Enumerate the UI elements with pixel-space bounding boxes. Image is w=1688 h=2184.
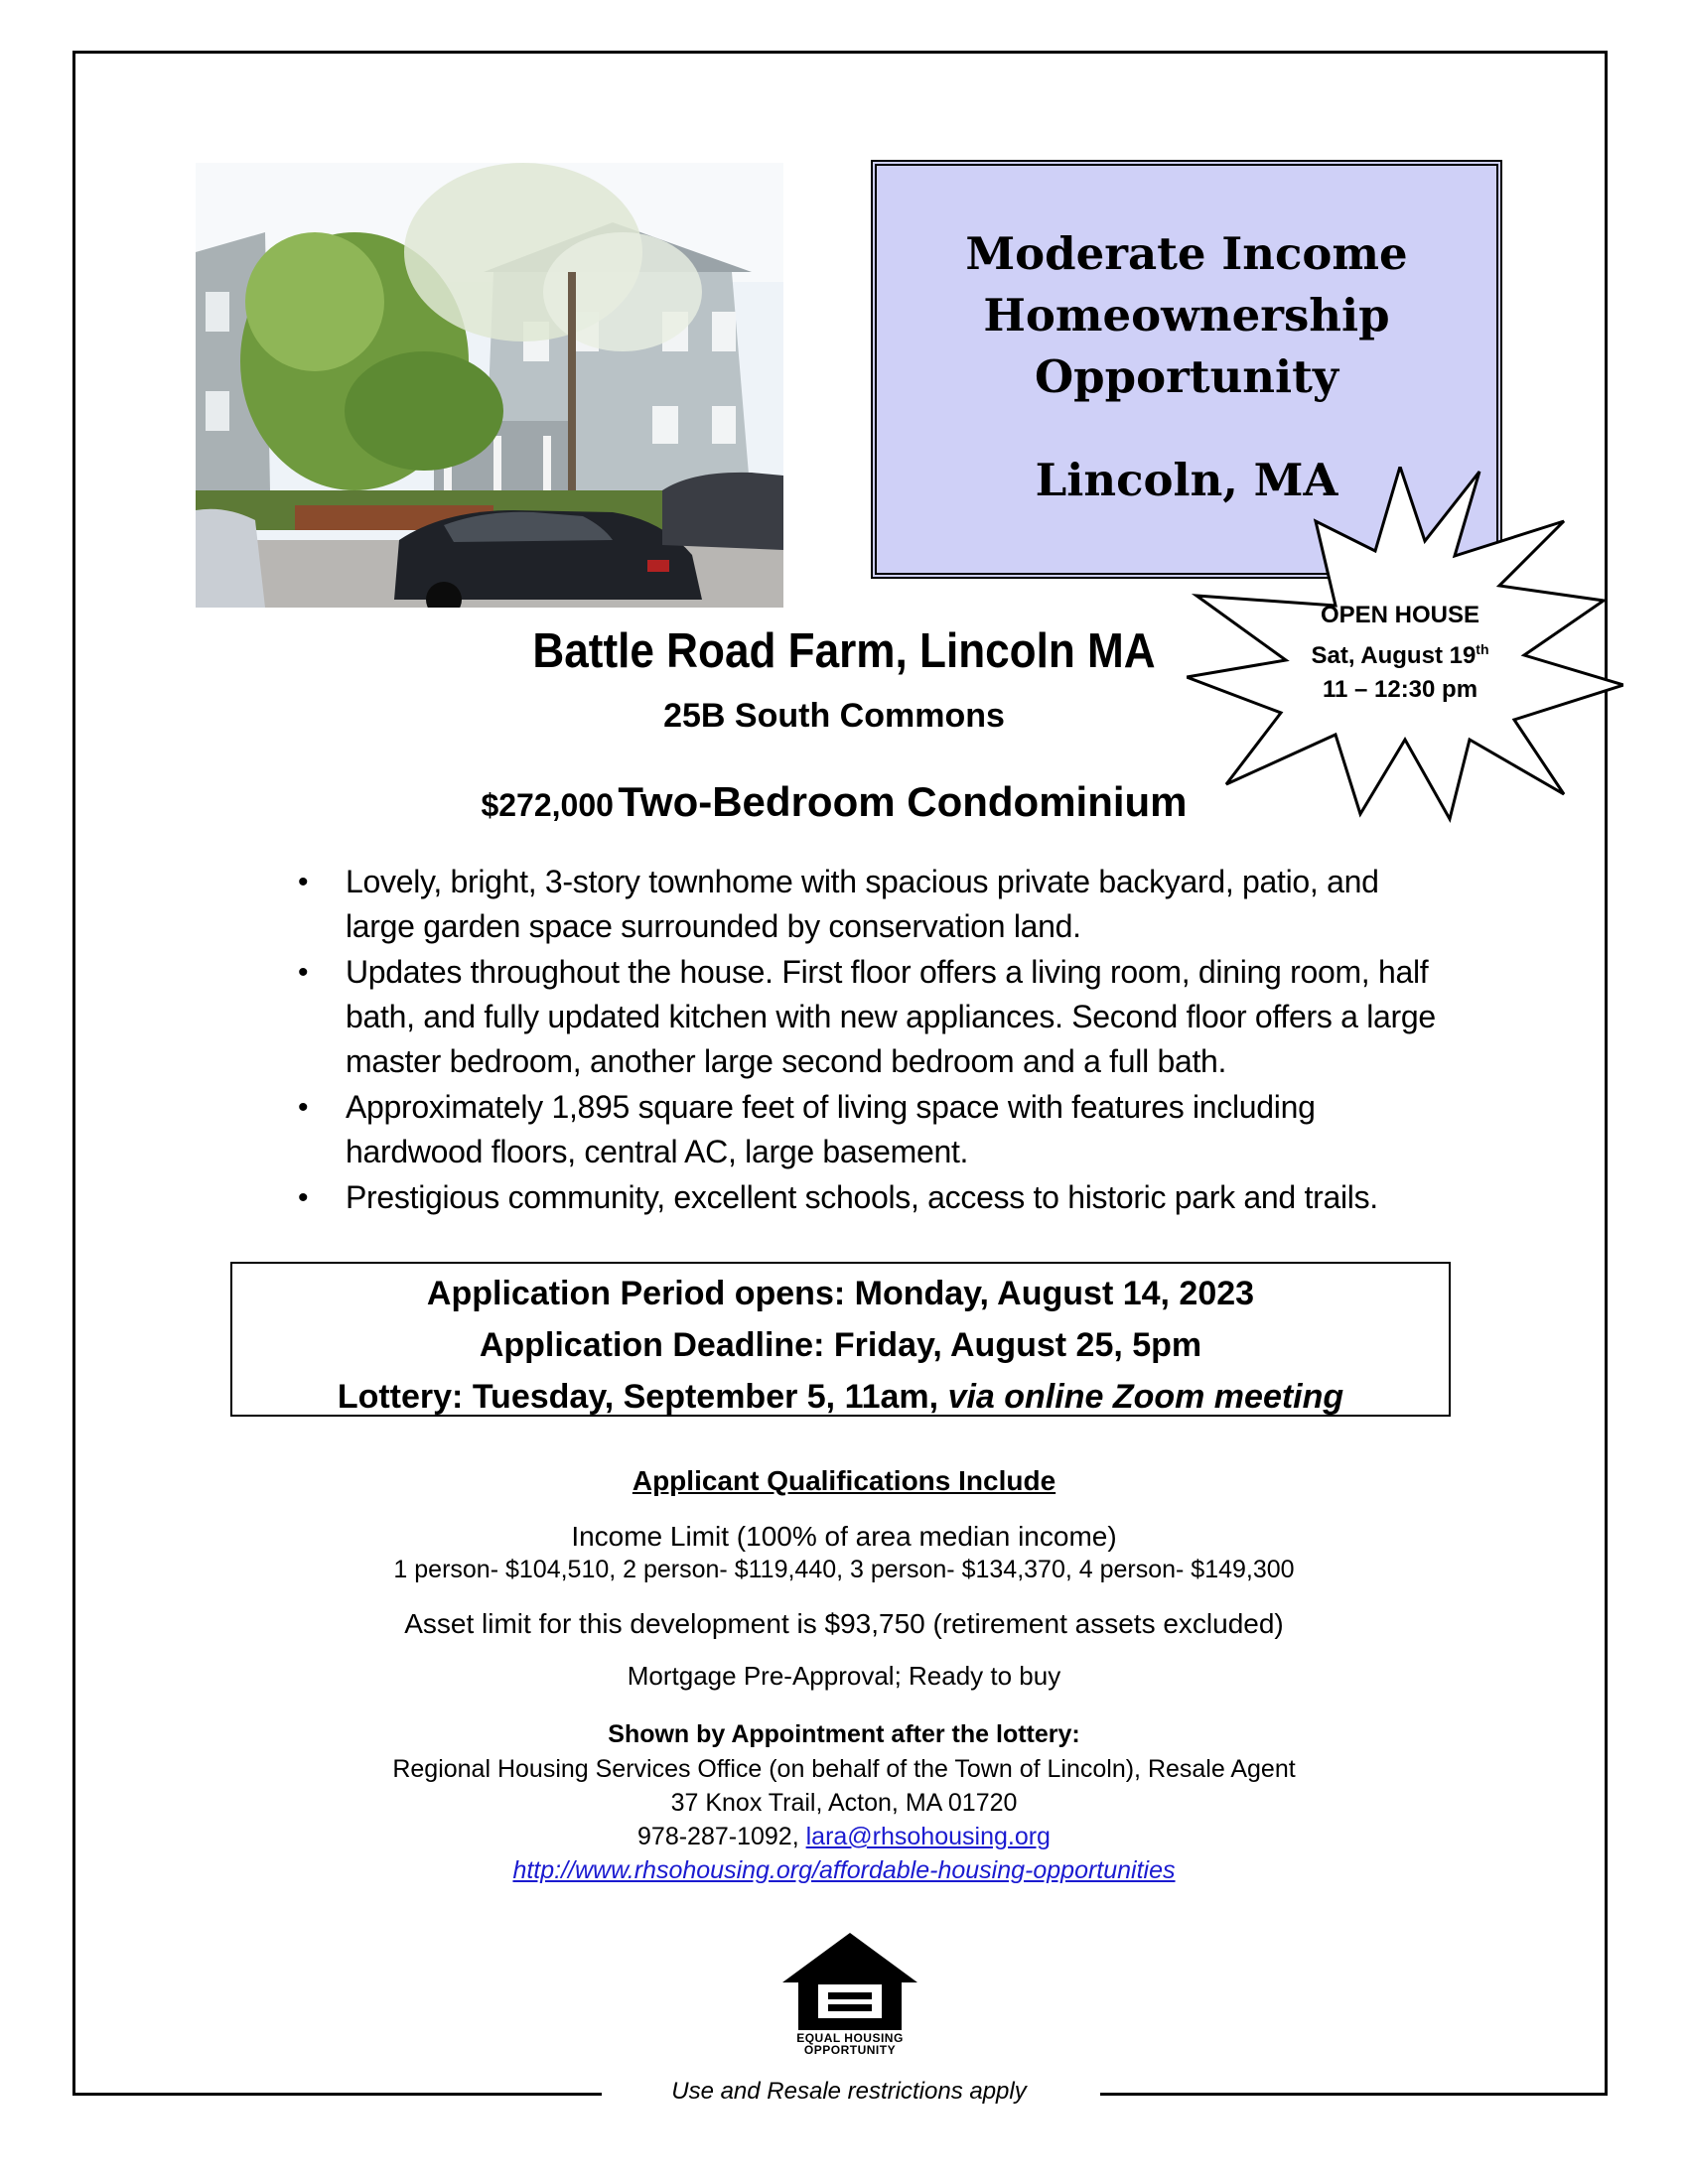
asset-limit: Asset limit for this development is $93,750 (retirement assets excluded) [404, 1608, 1284, 1639]
equal-housing-text [780, 2032, 919, 2056]
headline [877, 223, 1496, 408]
website-line [218, 1856, 1470, 1885]
shown-by-heading: Shown by Appointment after the lottery: [608, 1720, 1080, 1748]
feature-item: • Approximately 1,895 square feet of living space with features including hardwood floors, central AC, large basement. [298, 1085, 1450, 1174]
unit-type: Two-Bedroom Condominium [618, 778, 1188, 825]
page-frame-bottom-left [72, 2093, 602, 2096]
feature-item: • Prestigious community, excellent schools, access to historic park and trails. [298, 1175, 1450, 1220]
application-opens: Application Period opens: Monday, August 14, 2023 [426, 1275, 1255, 1312]
page-frame-top [72, 51, 1608, 54]
page-frame-left [72, 51, 75, 2096]
agent-contact [218, 1823, 1470, 1851]
property-price: $272,000 [481, 787, 614, 823]
open-house-time: 11 – 12:30 pm [1322, 676, 1478, 703]
footer-note: Use and Resale restrictions apply [671, 2078, 1027, 2105]
agent-email-link[interactable]: lara@rhsohousing.org [805, 1823, 1051, 1850]
page-frame-right [1605, 51, 1608, 2096]
open-house-day: Sat, August 19 [1311, 642, 1477, 669]
open-house-day-suffix: th [1476, 641, 1489, 657]
income-limit-title: Income Limit (100% of area median income) [571, 1521, 1117, 1552]
qualifications-heading: Applicant Qualifications Include [632, 1465, 1056, 1496]
application-dates-box [230, 1262, 1451, 1417]
lottery-via: via online Zoom meeting [947, 1378, 1344, 1416]
equal-housing-text-line-1: EQUAL HOUSING [796, 2031, 904, 2045]
property-name: Battle Road Farm, Lincoln MA [532, 624, 1156, 678]
property-photo [196, 163, 783, 608]
headline-line-2: Homeownership [983, 289, 1390, 341]
headline-line-3: Opportunity [1034, 350, 1339, 403]
agent-phone: 978-287-1092, [637, 1823, 799, 1850]
resale-agent: Regional Housing Services Office (on behalf of the Town of Lincoln), Resale Agent [392, 1755, 1296, 1783]
page-frame-bottom-right [1100, 2093, 1608, 2096]
website-link[interactable]: http://www.rhsohousing.org/affordable-housing-opportunities [512, 1856, 1176, 1884]
feature-item: • Lovely, bright, 3-story townhome with spacious private backyard, patio, and large garden space surrounded by conservation land. [298, 860, 1450, 949]
headline-location: Lincoln, MA [1035, 454, 1338, 506]
income-limit-values: 1 person- $104,510, 2 person- $119,440, 3 person- $134,370, 4 person- $149,300 [393, 1556, 1295, 1583]
property-address: 25B South Commons [663, 697, 1005, 735]
lottery-line [232, 1371, 1449, 1423]
equal-housing-text-line-2: OPPORTUNITY [803, 2043, 897, 2057]
open-house-date [1281, 632, 1519, 673]
feature-item: • Updates throughout the house. First floor offers a living room, dining room, half bath, and fully updated kitchen with new appliances. Second floor offers a large master bedroom, another large second bedroom and a full bath. [298, 950, 1450, 1084]
open-house-label: OPEN HOUSE [1320, 602, 1480, 628]
headline-line-1: Moderate Income [965, 227, 1408, 280]
open-house-text [1281, 599, 1519, 707]
mortgage-requirement: Mortgage Pre-Approval; Ready to buy [627, 1661, 1061, 1691]
agent-address: 37 Knox Trail, Acton, MA 01720 [670, 1789, 1018, 1817]
lottery-date: Lottery: Tuesday, September 5, 11am, [337, 1378, 939, 1416]
application-deadline: Application Deadline: Friday, August 25, 5pm [479, 1326, 1202, 1364]
price-line [377, 778, 1291, 826]
feature-list [298, 860, 1450, 1221]
